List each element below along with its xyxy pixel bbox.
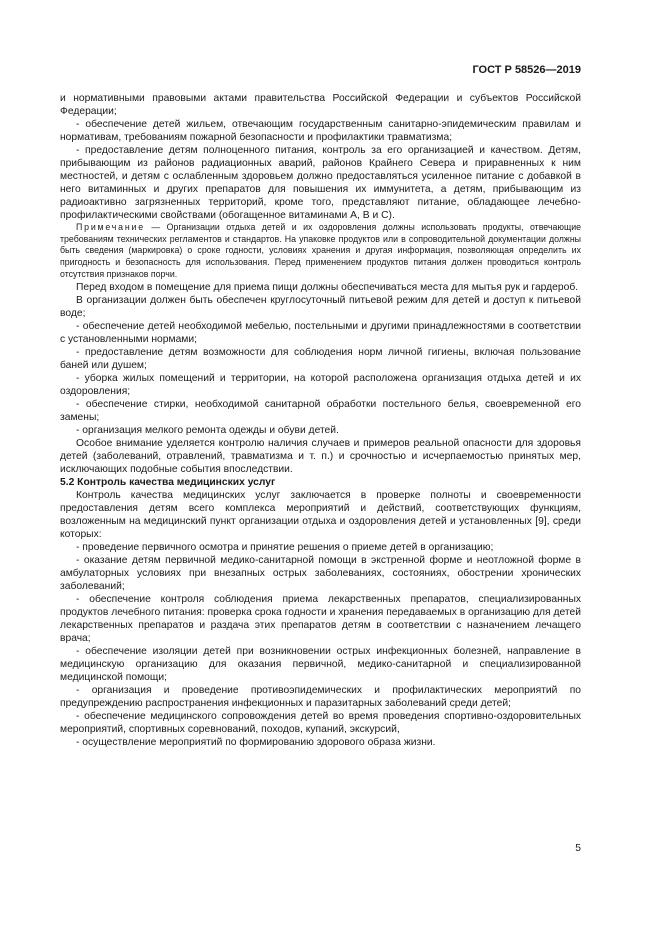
paragraph: В организации должен быть обеспечен круглосуточный питьевой режим для детей и доступ к питьевой воде; xyxy=(60,294,581,319)
list-item: - уборка жилых помещений и территории, на которой расположена организация отдыха детей и их оздоровления; xyxy=(60,372,581,397)
list-item: - предоставление детям возможности для соблюдения норм личной гигиены, включая пользование баней или душем; xyxy=(60,346,581,371)
paragraph: и нормативными правовыми актами правительства Российской Федерации и субъектов Российской Федерации; xyxy=(60,93,581,117)
list-item: - обеспечение детей жильем, отвечающим государственным санитарно-эпидемическим правилам и нормативам, требованиям пожарной безопасности и профилактики травматизма; xyxy=(60,119,581,143)
note xyxy=(60,222,581,281)
list-item: - предоставление детям полноценного питания, контроль за его организацией и качеством. Детям, прибывающим из районов радиационных аварий, районов Крайнего Севера и приравненных к ним местностей, и детям с ослабленным здоровьем должно предоставляться усиленное питание с добавкой в него витаминных и других препаратов для повышения их иммунитета, а детям, прибывающим из радиоактивно загрязненных территорий, кроме того, представляют питание, обладающее лечебно-профилактическими свойствами (обогащенное витаминами А, В и С). xyxy=(60,145,581,221)
list-item: - обеспечение контроля соблюдения приема лекарственных препаратов, специализированных продуктов лечебного питания: проверка срока годности и хранения передаваемых в организацию для детей лекарственных препаратов и раздача этих препаратов детям в соответствии с назначением лечащего врача; xyxy=(60,593,581,644)
list-item: - оказание детям первичной медико-санитарной помощи в экстренной форме и неотложной форме в амбулаторных условиях при внезапных острых заболеваниях, состояниях, обострении хронических заболеваний; xyxy=(60,554,581,592)
list-item: - организация мелкого ремонта одежды и обуви детей. xyxy=(76,424,339,436)
list-item: - обеспечение медицинского сопровождения детей во время проведения спортивно-оздоровительных мероприятий, спортивных соревнований, походов, купаний, экскурсий, xyxy=(60,710,581,735)
note-text: — Организации отдыха детей и их оздоровления должны использовать продукты, отвечающие требованиям технических регламентов и стандартов. На упаковке продуктов или в сопроводительной документации должны быть сведения (маркировка) о сроке годности, условиях хранения и другая информация, позволяющая определить их пригодность и безопасность для использования. Перед применением продуктов питания должен проводиться контроль отсутствия признаков порчи. xyxy=(60,222,581,279)
paragraph: Перед входом в помещение для приема пищи должны обеспечиваться места для мытья рук и гардероб. xyxy=(76,281,579,293)
paragraph: Особое внимание уделяется контролю наличия случаев и примеров реальной опасности для здоровья детей (заболеваний, отравлений, травматизма и т. п.) и срочностью и исчерпаемостью принятых мер, исключающих подобные события впоследствии. xyxy=(60,437,581,475)
list-item: - организация и проведение противоэпидемических и профилактических мероприятий по предупреждению распространения инфекционных и паразитарных заболеваний среди детей; xyxy=(60,684,581,709)
page-body xyxy=(60,92,581,749)
paragraph: Контроль качества медицинских услуг заключается в проверке полноты и своевременности предоставления детям всего комплекса мероприятий и действий, соответствующих функциям, возложенным на медицинский пункт организации отдыха и оздоровления детей и установленных [9], среди которых: xyxy=(60,489,581,540)
list-item: - осуществление мероприятий по формированию здорового образа жизни. xyxy=(76,736,436,748)
list-item: - обеспечение детей необходимой мебелью, постельными и другими принадлежностями в соответствии с установленными нормами; xyxy=(60,320,581,345)
page-number: 5 xyxy=(575,843,581,854)
list-item: - обеспечение стирки, необходимой санитарной обработки постельного белья, своевременной его замены; xyxy=(60,398,581,423)
list-item: - обеспечение изоляции детей при возникновении острых инфекционных болезней, направление в медицинскую организацию для оказания первичной, медико-санитарной и специализированной медицинской помощи; xyxy=(60,645,581,683)
list-item: - проведение первичного осмотра и принятие решения о приеме детей в организацию; xyxy=(76,541,494,553)
document-code: ГОСТ Р 58526—2019 xyxy=(472,64,581,76)
note-label: Примечание xyxy=(76,222,145,232)
section-title: 5.2 Контроль качества медицинских услуг xyxy=(60,476,276,488)
